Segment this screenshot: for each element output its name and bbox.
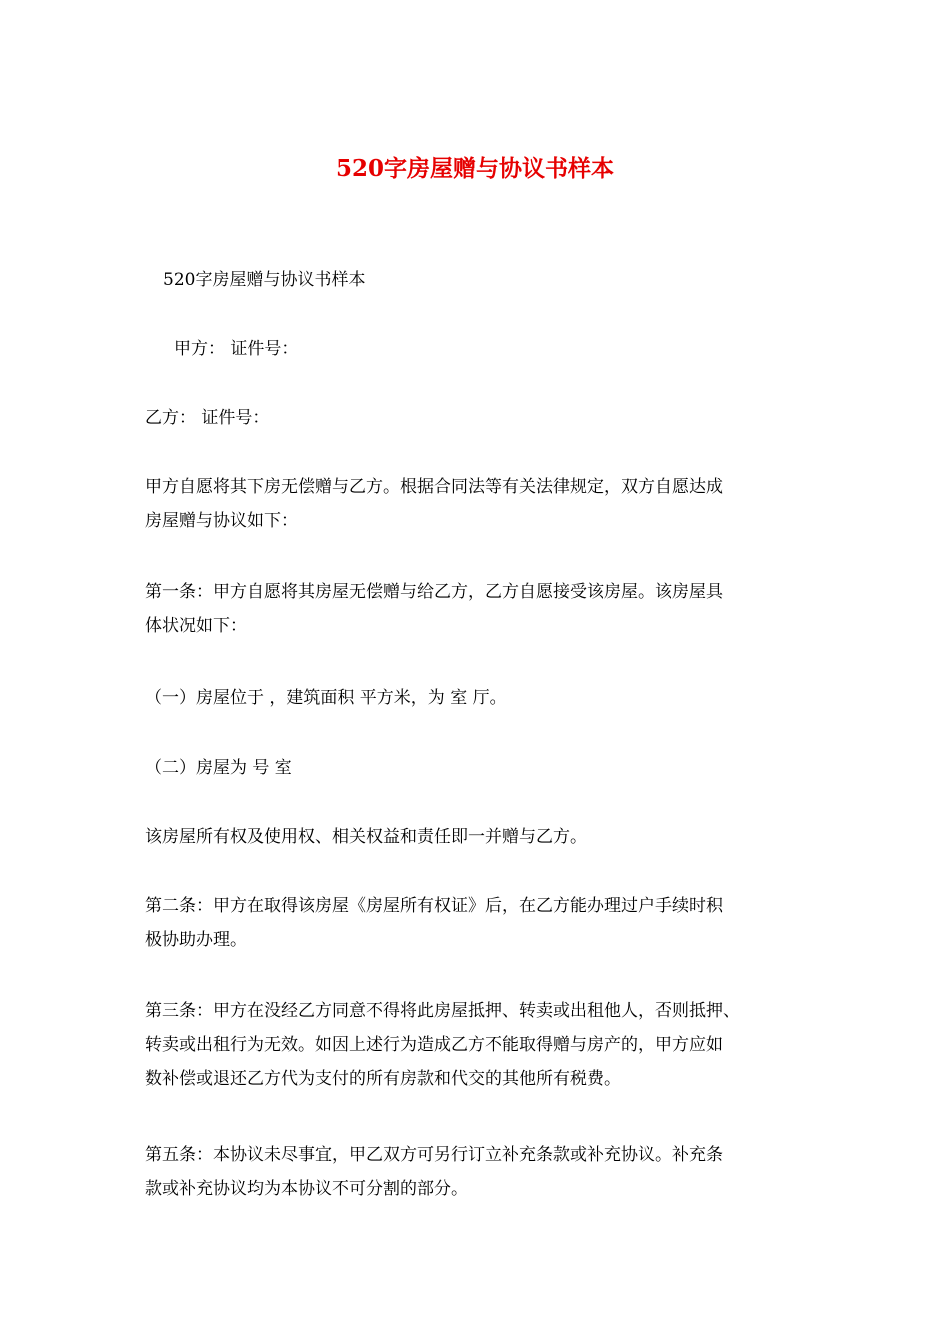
intro-line-1: 甲方自愿将其下房无偿赠与乙方。根据合同法等有关法律规定，双方自愿达成 <box>145 477 723 497</box>
item-1-line: （一）房屋位于 ，建筑面积 平方米，为 室 厅。 <box>145 688 507 708</box>
article-1-line-1: 第一条：甲方自愿将其房屋无偿赠与给乙方，乙方自愿接受该房屋。该房屋具 <box>145 582 723 602</box>
party-b-line: 乙方： 证件号： <box>145 408 270 428</box>
item-2-line: （二）房屋为 号 室 <box>145 758 292 778</box>
article-1-line-2: 体状况如下： <box>145 616 247 636</box>
intro-line-2: 房屋赠与协议如下： <box>145 511 298 531</box>
article-2-paragraph <box>145 889 815 957</box>
ownership-line: 该房屋所有权及使用权、相关权益和责任即一并赠与乙方。 <box>145 827 587 847</box>
party-a-line: 甲方： 证件号： <box>174 339 299 359</box>
article-2-line-2: 极协助办理。 <box>145 930 247 950</box>
article-3-paragraph <box>145 994 815 1096</box>
article-5-paragraph <box>145 1138 815 1206</box>
article-2-line-1: 第二条：甲方在取得该房屋《房屋所有权证》后，在乙方能办理过户手续时积 <box>145 896 723 916</box>
intro-paragraph <box>145 470 815 538</box>
article-5-line-2: 款或补充协议均为本协议不可分割的部分。 <box>145 1179 468 1199</box>
article-3-line-3: 数补偿或退还乙方代为支付的所有房款和代交的其他所有税费。 <box>145 1069 621 1089</box>
article-5-line-1: 第五条：本协议未尽事宜，甲乙双方可另行订立补充条款或补充协议。补充条 <box>145 1145 723 1165</box>
article-3-line-1: 第三条：甲方在没经乙方同意不得将此房屋抵押、转卖或出租他人，否则抵押、 <box>145 1001 740 1021</box>
article-3-line-2: 转卖或出租行为无效。如因上述行为造成乙方不能取得赠与房产的，甲方应如 <box>145 1035 723 1055</box>
document-subtitle: 520字房屋赠与协议书样本 <box>163 270 366 290</box>
document-title: 520字房屋赠与协议书样本 <box>335 155 614 182</box>
article-1-paragraph <box>145 575 815 643</box>
